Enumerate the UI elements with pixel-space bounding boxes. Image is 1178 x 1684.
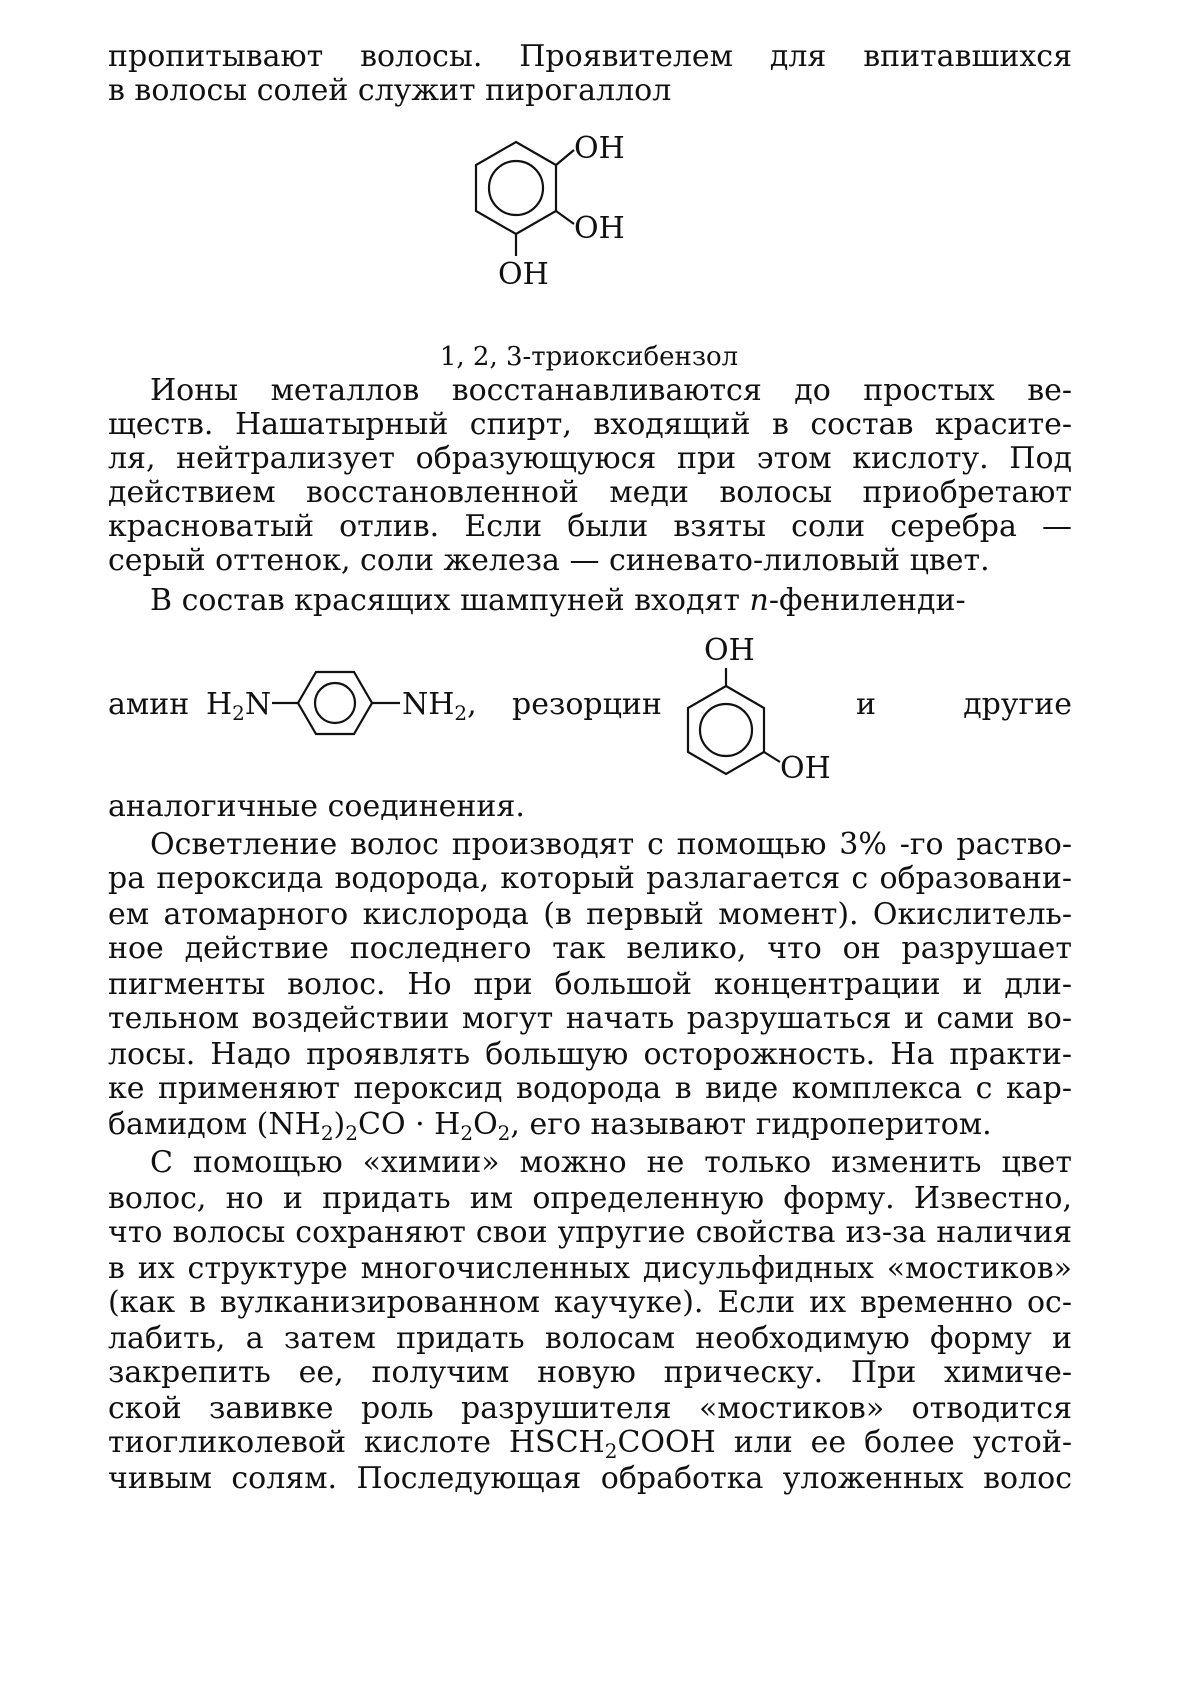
text-fragment-fenilendi: -фениленди- [768, 583, 966, 618]
subscript: 2 [604, 1439, 618, 1463]
oh-label-bottom: OH [780, 751, 831, 786]
resorcin-word: резорцин [512, 687, 662, 722]
text-line: С помощью «химии» можно не только изменить цвет [150, 1145, 1072, 1180]
subscript: 2 [460, 1121, 474, 1145]
aromatic-circle [315, 683, 355, 723]
h2n-label [206, 686, 271, 724]
comma: , [467, 687, 477, 722]
text-line: в волосы солей служит пирогаллол [108, 73, 672, 108]
text-fragment: В состав красящих шампуней входят [150, 583, 750, 618]
aromatic-circle [700, 704, 752, 756]
text-line: серый оттенок, соли железа — синевато-лиловый цвет. [108, 543, 990, 578]
h-letter: H [206, 687, 233, 722]
amine-word: амин [108, 687, 190, 722]
text-line: закрепить ее, получим новую прическу. При химиче- [108, 1355, 1072, 1390]
nh-letters: NH [402, 687, 455, 722]
pyrogallol-caption: 1, 2, 3-триоксибензол [439, 342, 739, 372]
text-line: тельном воздействии могут начать разрушаться и сами во- [108, 1001, 1072, 1036]
resorcinol-structure [670, 628, 870, 788]
text-line: ля, нейтрализует образующуюся при этом кислоту. Под [108, 441, 1072, 476]
oh-label-top: OH [704, 633, 755, 668]
aromatic-circle [489, 161, 543, 215]
subscript: 2 [345, 1121, 358, 1145]
oh-label-mid: OH [574, 211, 625, 246]
bond-oh-bottom [764, 752, 780, 762]
text-line: ке применяют пероксид водорода в виде комплекса с кар- [108, 1071, 1072, 1106]
text-line: ра пероксида водорода, который разлагается с образовани- [108, 861, 1072, 896]
text-fragment: , его называют гидроперитом. [510, 1107, 992, 1142]
text-line: Ионы металлов восстанавливаются до простых ве- [150, 373, 1072, 408]
text-line-thioglycol [108, 1424, 1072, 1462]
text-line: лабить, а затем придать волосам необходимую форму и [108, 1321, 1072, 1356]
text-line: лосы. Надо проявлять большую осторожность. На практи- [108, 1037, 1072, 1072]
text-line: волос, но и придать им определенную форму. Известно, [108, 1181, 1072, 1216]
oh-label-top: OH [574, 131, 625, 166]
text-line: аналогичные соединения. [108, 789, 525, 824]
text-fragment: O [473, 1107, 498, 1142]
nh2-label [402, 686, 477, 724]
text-line: (как в вулканизированном каучуке). Если их временно ос- [108, 1285, 1072, 1320]
text-fragment: ) [333, 1107, 346, 1142]
benzene-ring [298, 672, 372, 734]
text-line: в их структуре многочисленных дисульфидных «мостиков» [108, 1251, 1072, 1286]
subscript: 2 [232, 701, 245, 725]
text-line: что волосы сохраняют свои упругие свойства из-за наличия [108, 1215, 1072, 1250]
p-phenylenediamine-ring [272, 660, 412, 750]
text-line: пропитывают волосы. Проявителем для впитавшихся [108, 39, 1072, 74]
text-line-carbamide [108, 1106, 1072, 1144]
subscript: 2 [454, 701, 468, 725]
and-others-text: и другие [856, 687, 1072, 722]
text-line: Осветление волос производят с помощью 3% -го раство- [150, 827, 1072, 862]
text-line: действием восстановленной меди волосы приобретают [108, 475, 1072, 510]
text-line: ществ. Нашатырный спирт, входящий в состав красите- [108, 407, 1072, 442]
text-line [150, 582, 1072, 620]
text-line: ем атомарного кислорода (в первый момент). Окислитель- [108, 897, 1072, 932]
n-letter: N [244, 687, 272, 722]
bond-oh-top [556, 150, 574, 165]
subscript: 2 [497, 1121, 511, 1145]
oh-label-bottom: OH [498, 257, 549, 292]
text-fragment: COOH или ее более устой- [617, 1425, 1072, 1460]
text-fragment: бамидом (NH [108, 1107, 321, 1142]
text-line: чивым солям. Последующая обработка уложенных волос [108, 1461, 1072, 1496]
subscript: 2 [320, 1121, 334, 1145]
bond-oh-mid [556, 211, 574, 224]
text-line: красноватый отлив. Если были взяты соли серебра — [108, 509, 1072, 544]
text-line: пигменты волос. Но при большой концентрации и дли- [108, 967, 1072, 1002]
italic-n: n [749, 583, 769, 618]
text-line: ской завивке роль разрушителя «мостиков» отводится [108, 1391, 1072, 1426]
text-line: ное действие последнего так велико, что он разрушает [108, 931, 1072, 966]
text-fragment: тиогликолевой кислоте HSCH [108, 1425, 605, 1460]
pyrogallol-structure [440, 120, 660, 300]
text-fragment: CO · H [358, 1107, 461, 1142]
